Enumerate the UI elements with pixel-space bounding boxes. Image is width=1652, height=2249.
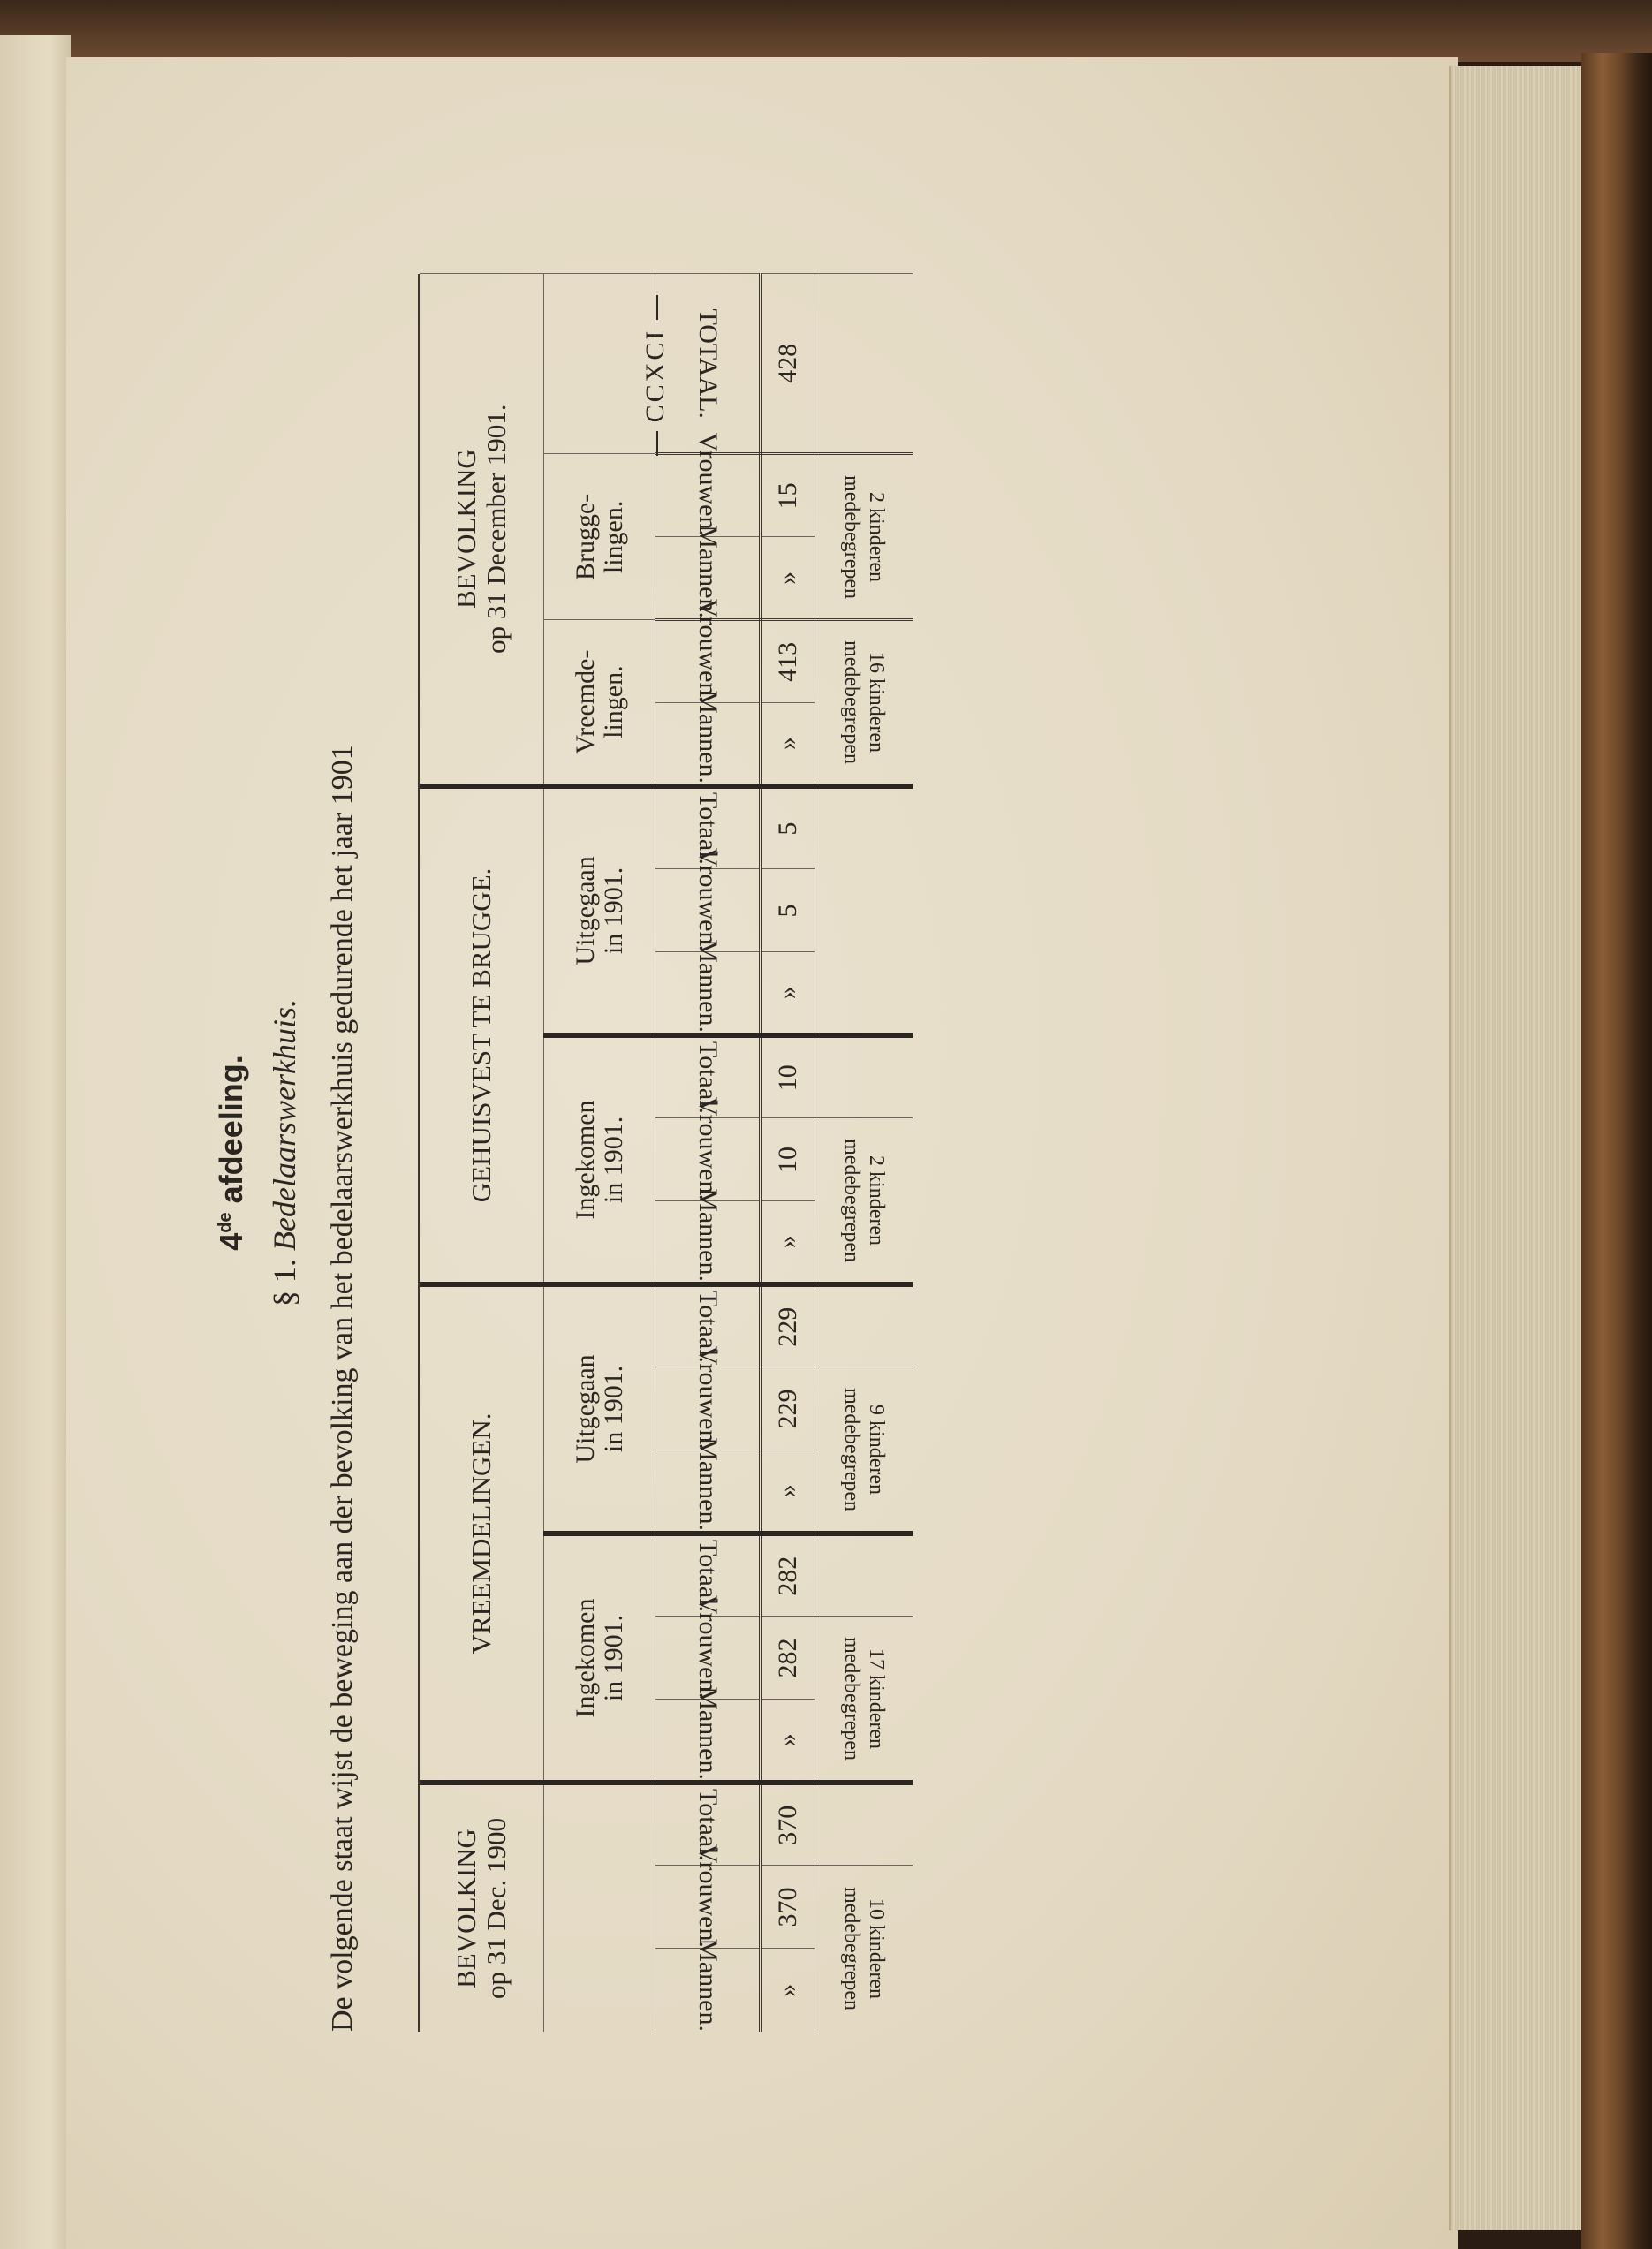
note-line2: medebegrepen <box>840 640 863 765</box>
subgroup-line1: Ingekomen <box>570 1100 600 1220</box>
subgroup-line2: in 1901. <box>598 1614 628 1702</box>
note-line1: 2 kinderen <box>865 1155 888 1246</box>
column-header <box>655 1533 761 1617</box>
note-line1: 9 kinderen <box>865 1404 888 1495</box>
value-cell: » <box>761 703 815 786</box>
value-cell: 5 <box>761 786 815 869</box>
subgroup-line1: Uitgegaan <box>570 1354 600 1464</box>
group-label-line1: BEVOLKING <box>451 449 481 610</box>
page-edges <box>1449 66 1583 2230</box>
group-header-bevolking-1900 <box>420 1783 544 2032</box>
column-header <box>655 1188 761 1284</box>
rotated-content <box>194 274 1131 2032</box>
subgroup-vreemd-ingekomen <box>544 1533 655 1783</box>
population-table <box>420 273 913 2032</box>
group-label-line2: op 31 Dec. 1900 <box>481 1818 512 1999</box>
note-line2: medebegrepen <box>840 1887 863 2011</box>
subgroup-vreemd-uitgegaan <box>544 1284 655 1533</box>
subgroup-bruggelingen-1901 <box>544 454 655 620</box>
column-label: Mannen. <box>693 1188 723 1282</box>
group-label-line1: BEVOLKING <box>451 1829 481 1988</box>
column-label: Mannen. <box>693 690 723 784</box>
column-label: Mannen. <box>693 525 723 619</box>
column-label: Vrouwen. <box>693 1844 723 1949</box>
column-header <box>655 1783 761 1866</box>
subgroup-vreemdelingen-1901 <box>544 620 655 786</box>
note-line1: 17 kinderen <box>865 1647 888 1749</box>
subgroup-line2: in 1901. <box>598 1365 628 1453</box>
subgroup-line2: lingen. <box>598 500 628 574</box>
column-label: Totaal. <box>693 1789 723 1862</box>
section-title-text: afdeeling. <box>213 1055 249 1204</box>
subgroup-brugge-ingekomen <box>544 1035 655 1284</box>
intro-text: De volgende staat wijst de beweging aan der bevolking van het bedelaarswerkhuis gedurende het jaar 1901 <box>326 745 359 2032</box>
column-header <box>655 274 761 454</box>
book-cover-spine <box>1581 53 1652 2249</box>
page-number-text: CCXCI <box>640 328 670 423</box>
column-label: Totaal. <box>693 1041 723 1115</box>
column-label: Totaal. <box>693 792 723 866</box>
column-label: Mannen. <box>693 1686 723 1780</box>
note-empty <box>815 1035 913 1118</box>
value-cell: 428 <box>761 274 815 454</box>
column-header <box>655 525 761 620</box>
column-header <box>655 939 761 1035</box>
subgroup-line2: in 1901. <box>598 867 628 955</box>
group-label-line1: GEHUISVEST TE BRUGGE. <box>466 867 496 1203</box>
value-cell: 370 <box>761 1866 815 1949</box>
column-header <box>655 433 761 537</box>
column-header <box>655 1097 761 1201</box>
note-line2: medebegrepen <box>840 1387 863 1511</box>
note-empty <box>815 786 913 1035</box>
subsection-title-text: Bedelaarswerkhuis. <box>267 999 302 1251</box>
facing-page-edge <box>0 35 71 2249</box>
note-empty <box>815 1284 913 1367</box>
book-cover-top <box>0 0 1652 62</box>
note-line1: 2 kinderen <box>865 491 888 582</box>
subgroup-empty <box>544 1783 655 2032</box>
column-label: Vrouwen. <box>693 599 723 703</box>
value-cell: 282 <box>761 1533 815 1617</box>
subgroup-totaal-empty <box>544 274 655 454</box>
subgroup-line2: in 1901. <box>598 1116 628 1204</box>
subsection-number: § 1. <box>267 1258 302 1306</box>
column-label: Vrouwen. <box>693 1595 723 1700</box>
column-label: Mannen. <box>693 1938 723 2032</box>
column-label: Mannen. <box>693 939 723 1033</box>
column-label: Vrouwen. <box>693 848 723 952</box>
column-label: Totaal. <box>693 1291 723 1364</box>
value-cell: » <box>761 537 815 620</box>
value-cell: » <box>761 1949 815 2032</box>
note-cell <box>815 1367 913 1533</box>
value-cell: 229 <box>761 1284 815 1367</box>
column-header <box>655 848 761 952</box>
subgroup-line2: lingen. <box>598 665 628 738</box>
value-cell: » <box>761 1201 815 1284</box>
subgroup-line1: Ingekomen <box>570 1598 600 1718</box>
column-label: Vrouwen. <box>693 1346 723 1450</box>
column-header <box>655 1686 761 1783</box>
value-cell: » <box>761 1700 815 1783</box>
value-cell: 229 <box>761 1367 815 1450</box>
value-cell: 5 <box>761 869 815 952</box>
note-line2: medebegrepen <box>840 474 863 599</box>
note-cell <box>815 1617 913 1783</box>
column-label: TOTAAL. <box>693 308 723 419</box>
section-ordinal-suffix: de <box>216 1212 235 1233</box>
value-cell: 10 <box>761 1035 815 1118</box>
value-cell: » <box>761 952 815 1035</box>
column-header <box>655 599 761 703</box>
column-label: Mannen. <box>693 1437 723 1531</box>
group-header-bevolking-1901 <box>420 274 544 786</box>
note-empty <box>815 274 913 454</box>
column-header <box>655 1595 761 1700</box>
note-cell <box>815 1866 913 2032</box>
column-header <box>655 1844 761 1949</box>
column-header <box>655 690 761 786</box>
column-header <box>655 1035 761 1118</box>
value-cell: 413 <box>761 620 815 703</box>
column-label: Vrouwen. <box>693 433 723 537</box>
value-cell: » <box>761 1450 815 1533</box>
group-label-line1: VREEMDELINGEN. <box>466 1412 496 1655</box>
note-line2: medebegrepen <box>840 1636 863 1761</box>
subgroup-brugge-uitgegaan <box>544 786 655 1035</box>
value-cell: 15 <box>761 454 815 537</box>
section-number: 4 <box>213 1232 249 1251</box>
subgroup-line1: Brugge- <box>570 493 600 581</box>
group-header-gehuisvest-brugge <box>420 786 544 1284</box>
section-title <box>194 274 256 2032</box>
column-label: Totaal. <box>693 1540 723 1613</box>
note-empty <box>815 1533 913 1617</box>
column-label: Vrouwen. <box>693 1097 723 1201</box>
note-cell <box>815 454 913 620</box>
value-cell: 282 <box>761 1617 815 1700</box>
column-header <box>655 1346 761 1450</box>
subgroup-line1: Vreemde- <box>570 649 600 754</box>
value-cell: 10 <box>761 1118 815 1201</box>
note-cell <box>815 620 913 786</box>
column-header <box>655 786 761 869</box>
note-line1: 10 kinderen <box>865 1898 888 2000</box>
subgroup-line1: Uitgegaan <box>570 856 600 965</box>
column-header <box>655 1437 761 1533</box>
note-line1: 16 kinderen <box>865 652 888 753</box>
column-header <box>655 1284 761 1367</box>
group-header-vreemdelingen <box>420 1284 544 1783</box>
note-line2: medebegrepen <box>840 1138 863 1262</box>
note-cell <box>815 1118 913 1284</box>
subsection-title <box>258 274 311 2032</box>
note-empty <box>815 1783 913 1866</box>
group-label-line2: op 31 December 1901. <box>481 404 512 654</box>
column-header <box>655 1938 761 2032</box>
value-cell: 370 <box>761 1783 815 1866</box>
